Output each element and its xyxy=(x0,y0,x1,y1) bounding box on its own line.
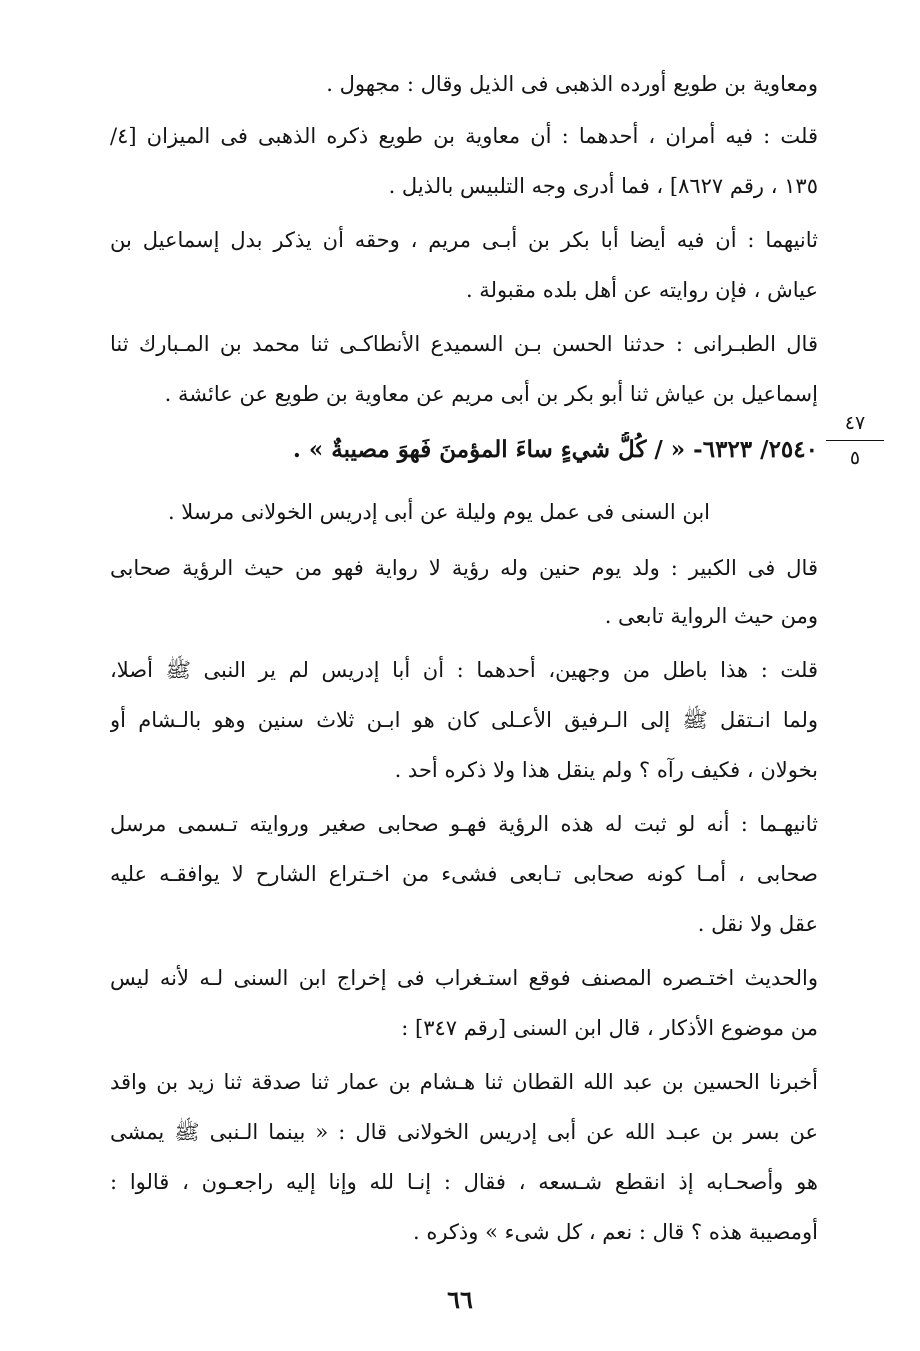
text-line: عن بسر بن عبـد الله عن أبى إدريس الخولانى قال : « بينما الـنبى ﷺ يمشى xyxy=(110,1120,818,1144)
text-line: ومن حيث الرواية تابعى . xyxy=(604,604,818,628)
text-line: ابن السنى فى عمل يوم وليلة عن أبى إدريس الخولانى مرسلا . xyxy=(167,500,710,524)
text-line: صحابى ، أمـا كونه صحابى تـابعى فشىء من اخـتراع الشارح لا يوافقـه عليه xyxy=(110,862,818,886)
text-line: هو وأصحـابه إذ انقطع شـسعه ، فقال : إنـا لله وإنا إليه راجعـون ، قالوا : xyxy=(110,1170,818,1194)
text-line: والحديث اختـصره المصنف فوقع استـغراب فى إخراج ابن السنى لـه لأنه ليس xyxy=(110,966,818,990)
text-line: عياش ، فإن روايته عن أهل بلده مقبولة . xyxy=(465,278,818,302)
text-line: أومصيبة هذه ؟ قال : نعم ، كل شىء » وذكره . xyxy=(412,1220,818,1244)
text-line: قلت : فيه أمران ، أحدهما : أن معاوية بن طويع ذكره الذهبى فى الميزان [٤/ xyxy=(110,124,818,148)
margin-ref-part: ٥ xyxy=(849,447,861,469)
text-line: ومعاوية بن طويع أورده الذهبى فى الذيل وقال : مجهول . xyxy=(326,72,818,96)
margin-reference xyxy=(826,410,884,471)
margin-ref-divider xyxy=(826,440,884,441)
text-line: قال فى الكبير : ولد يوم حنين وله رؤية لا رواية فهو من حيث الرؤية صحابى xyxy=(110,556,818,580)
text-line: ثانيهما : أن فيه أيضا أبا بكر بن أبـى مريم ، وحقه أن يذكر بدل إسماعيل بن xyxy=(110,228,818,252)
margin-ref-volume: ٤٧ xyxy=(844,412,866,434)
hadith-heading: ٢٥٤٠/ ٦٣٢٣- « / كُلُّ شيءٍ ساءَ المؤمنَ فَهوَ مصيبةٌ » . xyxy=(292,436,818,463)
text-line: إسماعيل بن عياش ثنا أبو بكر بن أبى مريم عن معاوية بن طويع عن عائشة . xyxy=(164,382,818,406)
text-line: أخبرنا الحسين بن عبد الله القطان ثنا هـشام بن عمار ثنا صدقة ثنا زيد بن واقد xyxy=(110,1070,818,1094)
text-line: قلت : هذا باطل من وجهين، أحدهما : أن أبا إدريس لم ير النبى ﷺ أصلا، xyxy=(110,658,818,682)
text-line: ولما انـتقل ﷺ إلى الـرفيق الأعـلى كان هو ابـن ثلاث سنين وهو بالـشام أو xyxy=(110,708,818,732)
text-line: ١٣٥ ، رقم ٨٦٢٧] ، فما أدرى وجه التلبيس بالذيل . xyxy=(388,174,818,198)
text-line: عقل ولا نقل . xyxy=(697,912,818,936)
text-line: بخولان ، فكيف رآه ؟ ولم ينقل هذا ولا ذكره أحد . xyxy=(394,758,818,782)
text-line: قال الطبـرانى : حدثنا الحسن بـن السميدع الأنطاكـى ثنا محمد بن المـبارك ثنا xyxy=(110,332,818,356)
text-line: ثانيهـما : أنه لو ثبت له هذه الرؤية فهـو صحابى صغير وروايته تـسمى مرسل xyxy=(110,812,818,836)
text-line: من موضوع الأذكار ، قال ابن السنى [رقم ٣٤٧] : xyxy=(401,1016,818,1040)
page-number: ٦٦ xyxy=(447,1285,473,1314)
